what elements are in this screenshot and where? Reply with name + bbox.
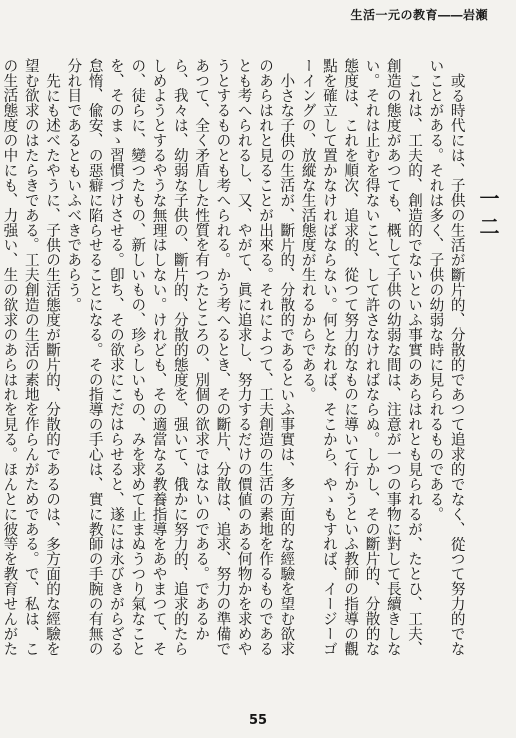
paragraph: 小さな子供の生活が、斷片的、分散的であるといふ事實は、多方面的な經驗を望む欲求のあらはれと見ることが出來る。それによつて、工夫創造の生活の素地を作るものであるとも考へられるし、又、やがて、眞に追求し、努力するだけの價値のある何物かを求めやうとするものとも考へられる。かう考へるとき、その斷片、分散は、追求、努力の準備であつて、全く矛盾した性質を有つたところの、別個の欲求ではないのである。であるから、我々は、幼弱な子供の、斷片的、分散的態度を、强いて、俄かに努力的、追求的たらしめようとするやうな無理はしない。けれども、その適當なる教養指導をあやまつて、その、徒らに、變つたもの、新しいもの、珍らしいもの、みを求めて止まぬうつり氣なことを、そのまゝ習慣づけさせる。卽ち、その欲求にこだはらせると、遂には永びきがらざる怠惰、偸安、の惡癖に陷らせることになる。その指導の手心は、實に教師の手腕の有無の分れ目であるともいふべきであらう。: [65, 58, 296, 656]
running-header: 生活一元の教育――岩瀬: [350, 8, 488, 22]
section-number: 一二: [476, 188, 500, 244]
paragraph: これは、工夫的、創造的でないといふ事實のあらはれとも見られるが、たとひ、工夫、創造の態度があつても、概して子供の幼弱な間は、注意が一つの事物に對して長續きしない。それは止むを得ないこと、して許さなければならぬ。しかし、その斷片的、分散的な態度は、これを順次、追求的、從つて努力的なものに導いて行かうといふ教師の指導の觀點を確立して置かなければならない。何となれば、そこから、やゝもすれば、イージーゴーイングの、放縱な生活態度が生れるからである。: [299, 58, 424, 656]
body-text: [1, 58, 500, 658]
paragraph: 先にも述べたやうに、子供の生活態度が斷片的、分散的であるのは、多方面的な經驗を望む欲求のはたらきである。工夫創造の生活の素地を作らんがためである。で、私は、この生活態度の中にも、力强い、生の欲求のあらはれを見る。ほんとに彼等を教育せんがた: [1, 58, 62, 656]
page-number: 55: [248, 713, 268, 728]
paragraph: 或る時代には、子供の生活が斷片的、分散的であつて追求的でなく、從つて努力的でないことがある。それは多く、子供の幼弱な時に見られるものである。: [427, 58, 466, 656]
